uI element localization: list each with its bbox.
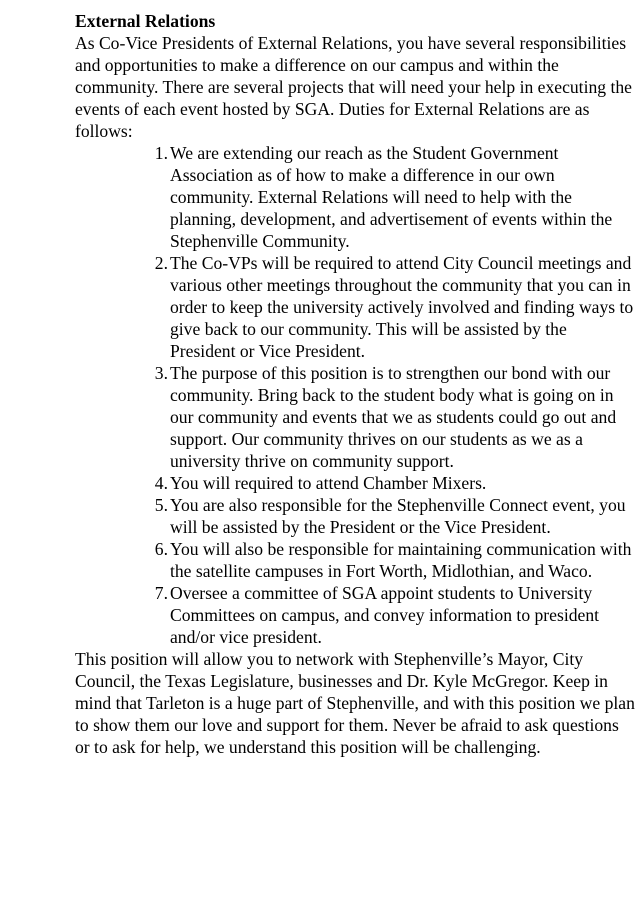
list-item-number: 1.: [154, 143, 168, 163]
list-item: [154, 582, 635, 648]
list-item-number: 3.: [154, 363, 168, 383]
list-item-number: 5.: [154, 495, 168, 515]
list-item-number: 7.: [154, 583, 168, 603]
list-item-number: 6.: [154, 539, 168, 559]
section-heading: External Relations: [75, 11, 216, 31]
list-item: [154, 472, 635, 494]
list-item-text: You are also responsible for the Stephenville Connect event, you will be assisted by the President or the Vice President.: [170, 495, 626, 537]
list-item: [154, 494, 635, 538]
intro-paragraph: As Co-Vice Presidents of External Relations, you have several responsibilities and opportunities to make a difference on our campus and within the community. There are several projects that will need your help in executing the events of each event hosted by SGA. Duties for External Relations are as follows:: [75, 33, 632, 141]
list-item: [154, 362, 635, 472]
list-item-number: 4.: [154, 473, 168, 493]
list-item-text: You will required to attend Chamber Mixers.: [170, 473, 487, 493]
list-item-text: The Co-VPs will be required to attend City Council meetings and various other meetings throughout the community that you can in order to keep the university actively involved and finding ways to give back to our community. This will be assisted by the President or Vice President.: [170, 253, 634, 361]
list-item-text: Oversee a committee of SGA appoint students to University Committees on campus, and convey information to president and/or vice president.: [170, 583, 600, 647]
list-item: [154, 142, 635, 252]
list-item: [154, 538, 635, 582]
list-item-text: The purpose of this position is to strengthen our bond with our community. Bring back to the student body what is going on in our community and events that we as students could go out and support. Our community thrives on our students as we as a university thrive on community support.: [170, 363, 617, 471]
list-item: [154, 252, 635, 362]
duties-list: [75, 142, 635, 648]
list-item-number: 2.: [154, 253, 168, 273]
document-body: [75, 10, 635, 758]
list-item-text: You will also be responsible for maintaining communication with the satellite campuses in Fort Worth, Midlothian, and Waco.: [170, 539, 632, 581]
closing-paragraph: This position will allow you to network with Stephenville’s Mayor, City Council, the Texas Legislature, businesses and Dr. Kyle McGregor. Keep in mind that Tarleton is a huge part of Stephenville, and with this position we plan to show them our love and support for them. Never be afraid to ask questions or to ask for help, we understand this position will be challenging.: [75, 649, 635, 757]
list-item-text: We are extending our reach as the Student Government Association as of how to make a difference in our own community. External Relations will need to help with the planning, development, and advertisement of events within the Stephenville Community.: [170, 143, 613, 251]
